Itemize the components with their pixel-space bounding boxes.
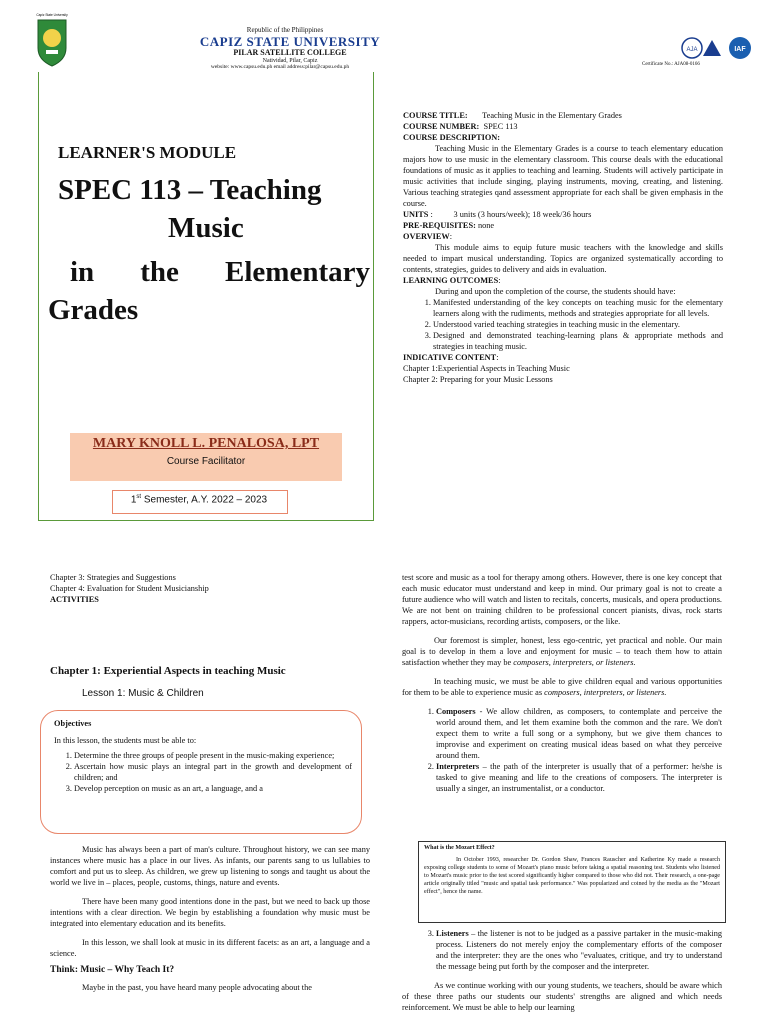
page2-right <box>402 572 722 794</box>
course-title-value: Teaching Music in the Elementary Grades <box>482 111 622 120</box>
facilitator-role: Course Facilitator <box>166 456 246 467</box>
units-value: 3 units (3 hours/week); 18 week/36 hours <box>453 210 592 219</box>
lesson-para2: There have been many good intentions done in the past, but we need to back up those intentions with a clear direction. We begin by establishing a foundation why music must be integrated into elementary education and its benefits. <box>50 897 370 928</box>
cover-title-line3 <box>70 256 370 289</box>
university-seal-logo <box>34 10 70 68</box>
right-para1: test score and music as a tool for therapy among others. However, there is one key concept that each music educator must understand and keep in mind. Our primary goal is not to create a future audience who will watch and listen to recitals, concerts, musicals, and opera productions. We are not bent on training children to be professional concert pianists, divas, rock starts rappers, actor-musicians, recording artists, composers, or the like. <box>402 573 722 626</box>
facilitator-name: MARY KNOLL L. PENALOSA, LPT <box>92 436 320 451</box>
right-para3: In teaching music, we must be able to give children equal and various opportunities for them to be able to experience music as composers, interpreters, or listeners. <box>402 677 722 697</box>
outcomes-list <box>403 297 723 352</box>
chapter3-item: Chapter 3: Strategies and Suggestions <box>50 573 176 582</box>
cover-title-word: the <box>140 256 179 288</box>
list-item: 3. Listeners – the listener is not to be judged as a passive partaker in the music-making process. Listeners do not merely enjoy the complementary efforts of the composer and the interpreter: they are the ones who "evaluates, critique, and try to understand the message being put forth by the composer and the interpreter. <box>436 928 722 972</box>
page2-right-lower <box>402 928 722 1013</box>
prereq-label: PRE-REQUISITES <box>403 221 474 230</box>
objectives-intro: In this lesson, the students must be able to: <box>54 736 197 745</box>
list-item: 1. Composers - We allow children, as composers, to contemplate and perceive the world around them, and let them examine both the common and the rare. We don't expect them to write a full song or a symphony, but we give them chances to improvise and experiment on creating musical ideas based on what they perceive around them. <box>436 706 722 761</box>
mozart-text: In October 1993, researcher Dr. Gordon Shaw, Frances Rauscher and Katherine Ky made a research exposing college students to some of Mozart's piano music before taking a spatial reasoning test. Students who listened to Mozart's music prior to the test scored significantly higher compared to those who did not. Their research, a one-page article originally titled "music and spatial task performance." Was popularized and coined by the media as the "Mozart effect", hence the name. <box>424 857 720 895</box>
header-university: CAPIZ STATE UNIVERSITY <box>199 34 381 49</box>
list-item: 3. Develop perception on music as an art, a language, and a <box>74 783 352 794</box>
header-address: Natividad, Pilar, Capiz <box>262 58 318 64</box>
objectives-label: Objectives <box>54 719 92 728</box>
lesson-title: Lesson 1: Music & Children <box>82 688 204 699</box>
cover-title-line4: Grades <box>48 294 139 326</box>
right-para4: As we continue working with our young students, we teachers, should be aware which of these three paths our students our students' strengths are aligned and which needs reinforcement. We must be able to help our learning <box>402 981 722 1012</box>
objectives-content <box>54 718 352 794</box>
semester-text: 1st Semester, A.Y. 2022 – 2023 <box>130 494 268 506</box>
chapter2-item: Chapter 2: Preparing for your Music Lessons <box>403 375 553 384</box>
header-website: website: www.capsu.edu.ph email address:pilar@capsu.edu.ph <box>210 64 350 70</box>
course-number-label: COURSE NUMBER <box>403 122 477 131</box>
chapter-heading: Chapter 1: Experiential Aspects in teaching Music <box>50 665 286 677</box>
mozart-title: What is the Mozart Effect? <box>424 845 495 851</box>
lesson-para3: In this lesson, we shall look at music in its different facets: as an art, a language and a science. <box>50 938 370 958</box>
chapter4-item: Chapter 4: Evaluation for Student Musicianship <box>50 584 209 593</box>
cover-title-line2: Music <box>168 212 244 244</box>
logo-caption: Capiz State University <box>36 13 68 17</box>
list-item: 2. Understood varied teaching strategies in teaching music in the elementary. <box>433 319 723 330</box>
prereq-value: none <box>477 221 495 230</box>
mozart-content <box>424 844 720 896</box>
module-label: LEARNER'S MODULE <box>58 143 237 162</box>
list-item: 1. Manifested understanding of the key concepts on teaching music for the elementary learners along with the rudiments, methods and strategies appropriate for all levels. <box>433 297 723 319</box>
aja-logo-icon <box>700 36 726 60</box>
overview-label: OVERVIEW <box>403 232 450 241</box>
badge-iaf: IAF <box>734 46 746 53</box>
activities-label: ACTIVITIES <box>50 595 99 604</box>
right-para2: Our foremost is simpler, honest, less ego-centric, yet practical and noble. Our main goal is to develop in them a love and enjoyment for music – to teach them how to attain satisfaction whether they may be composers, interpreters, or listeners. <box>402 636 722 667</box>
badge-aja: AJA <box>686 47 698 53</box>
units-label: UNITS <box>403 210 429 219</box>
course-number-value: SPEC 113 <box>483 122 518 131</box>
chapter-list-cont <box>50 572 370 605</box>
outcomes-intro: During and upon the completion of the course, the students should have: <box>435 287 676 296</box>
lesson-body <box>50 844 370 993</box>
iaf-logo-icon <box>726 36 754 60</box>
header-republic: Republic of the Philippines <box>246 26 324 34</box>
overview-text: This module aims to equip future music teachers with the knowledge and skills needed to impart musical understanding. Topics are organized systematically according to contents, strategies, guides to delivery and aids in evaluation. <box>403 243 723 274</box>
course-info: COURSE TITLE: Teaching Music in the Elementary Grades COURSE NUMBER: SPEC 113 COURSE DESCRIPTION: Teaching Music in the Elementary Grades is a course to teach elementary education majors how to use music in the elementary classroom. This course deals with the educational foundations of music as it applies to teaching and learning. Students will actively participate in music activities that include singing, playing instruments, moving, creating, and listening. Various teaching strategies qand assessment appropriate for each shall be given emphasis in the course. UNITS : 3 units (3 hours/week); 18 week/36 hours PRE-REQUISITES: none OVERVIEW: This module aims to equip future music teachers with the knowledge and skills needed to impart musical understanding. Topics are organized systematically according to contents, strategies, guides to delivery and aids in evaluation. LEARNING OUTCOMES: During and upon the completion of the course, the students should have: 1. Manifested understanding of the key concepts on teaching music for the elementary learners along with the rudiments, methods and strategies appropriate for all levels. 2. Understood varied teaching strategies in teaching music in the elementary. 3. Designed and demonstrated teaching-learning plans & appropriate methods and strategies in teaching music. INDICATIVE CONTENT: Chapter 1:Experiential Aspects in Teaching Music Chapter 2: Preparing for your Music Lessons <box>403 110 723 385</box>
cover-title-line1: SPEC 113 – Teaching <box>58 174 322 206</box>
list-item: 2. Ascertain how music plays an integral part in the growth and development of children; and <box>74 761 352 783</box>
course-description: Teaching Music in the Elementary Grades is a course to teach elementary education majors how to use music in the elementary classroom. This course deals with the educational foundations of music as it applies to teaching and learning. Students will actively participate in music activities that include singing, playing instruments, moving, creating, and listening. Various teaching strategies qand assessment appropriate for each shall be given emphasis in the course. <box>403 144 723 208</box>
roles-list <box>402 706 722 794</box>
indicative-label: INDICATIVE CONTENT <box>403 353 497 362</box>
certificate-number: Certificate No.: AJA08-0166 <box>642 62 700 67</box>
cover-title-word: Elementary <box>225 256 370 288</box>
header-college: PILAR SATELLITE COLLEGE <box>233 48 347 57</box>
cover-title-word: in <box>70 256 95 288</box>
lesson-para4: Maybe in the past, you have heard many people advocating about the <box>82 983 312 992</box>
think-heading: Think: Music – Why Teach It? <box>50 965 175 975</box>
outcomes-label: LEARNING OUTCOMES <box>403 276 499 285</box>
course-desc-label: COURSE DESCRIPTION <box>403 133 498 142</box>
roles-list-cont <box>402 928 722 972</box>
list-item: 2. Interpreters – the path of the interpreter is usually that of a performer: he/she is tasked to give meaning and life to the creations of composers. The interpreter is usually a singer, an instrumentalist, or a conductor. <box>436 761 722 794</box>
course-title-label: COURSE TITLE <box>403 111 465 120</box>
list-item: 1. Determine the three groups of people present in the music-making experience; <box>74 750 352 761</box>
objectives-list <box>54 750 352 794</box>
list-item: 3. Designed and demonstrated teaching-learning plans & appropriate methods and strategies in teaching music. <box>433 330 723 352</box>
chapter1-item: Chapter 1:Experiential Aspects in Teaching Music <box>403 364 570 373</box>
lesson-para1: Music has always been a part of man's culture. Throughout history, we can see many instances where music has a place in our lives. As infants, our parents sang to us lullabies to comfort and put us to sleep. As children, we grew up listening to songs and taught us about the world we live in – places, people, customs, things, nature and events. <box>50 845 370 887</box>
